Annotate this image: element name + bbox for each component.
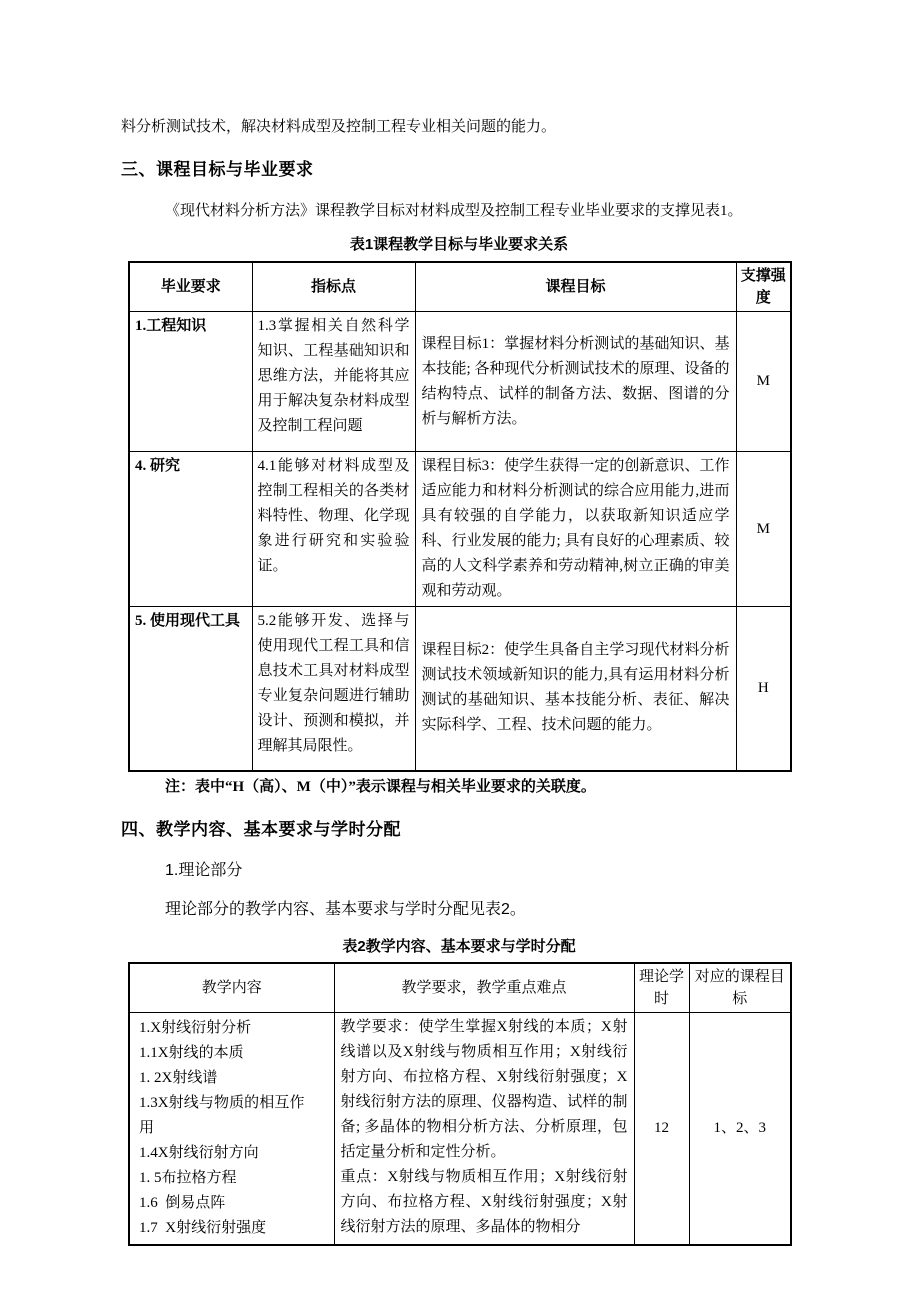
table1-header-requirement: 毕业要求 (129, 262, 252, 312)
content-line: 1.1X射线的本质 (139, 1044, 244, 1061)
table1-cell-objective: 课程目标1：掌握材料分析测试的基础知识、基本技能; 各种现代分析测试技术的原理、设备的结构特点、试样的制备方法、数据、图谱的分析与解析方法。 (415, 312, 736, 452)
table2-header-content: 教学内容 (129, 963, 334, 1013)
table1-row (129, 607, 791, 771)
table1-header-strength: 支撑强度 (736, 262, 791, 312)
table1-objectives-requirements (128, 261, 792, 772)
table1-cell-requirement: 5. 使用现代工具 (129, 607, 252, 771)
table2-teaching-content (128, 962, 792, 1246)
section4-subheading: 1.理论部分 (165, 861, 243, 879)
table1-row (129, 452, 791, 607)
table1-caption: 表1课程教学目标与毕业要求关系 (349, 236, 569, 253)
table2-header-row (129, 963, 791, 1013)
table1-cell-indicator: 5.2能够开发、选择与使用现代工程工具和信息技术工具对材料成型专业复杂问题进行辅助设计、预测和模拟，并理解其局限性。 (252, 607, 415, 771)
table1-header-row (129, 262, 791, 312)
table1-cell-strength: H (736, 607, 791, 771)
content-line: 1. 5布拉格方程 (139, 1169, 237, 1186)
content-line: 1.X射线衍射分析 (139, 1019, 252, 1036)
table1-header-indicator: 指标点 (252, 262, 415, 312)
table2-header-hours: 理论学时 (634, 963, 689, 1013)
section4-heading: 四、教学内容、基本要求与学时分配 (121, 819, 401, 839)
content-line: 1. 2X射线谱 (139, 1069, 218, 1086)
table2-row (129, 1012, 791, 1245)
table2-cell-content (129, 1012, 334, 1245)
table1-header-objective: 课程目标 (415, 262, 736, 312)
section3-heading: 三、课程目标与毕业要求 (121, 160, 314, 179)
table1-cell-indicator: 4.1能够对材料成型及控制工程相关的各类材料特性、物理、化学现象进行研究和实验验证。 (252, 452, 415, 607)
table2-header-requirements: 教学要求，教学重点难点 (334, 963, 634, 1013)
teaching-requirements-text: 教学要求：使学生掌握X射线的本质；X射线谱以及X射线与物质相互作用；X射线衍射方向、布拉格方程、X射线衍射强度；X射线衍射方法的原理、仪器构造、试样的制备; 多晶体的物相分析方法、分析原理，包括定量分析和定性分析。 (340, 1018, 628, 1160)
intro-continuation-line: 料分析测试技术，解决材料成型及控制工程专业相关问题的能力。 (121, 119, 557, 135)
teaching-keypoints-text: 重点：X射线与物质相互作用；X射线衍射方向、布拉格方程、X射线衍射强度；X射线衍射方法的原理、多晶体的物相分 (340, 1168, 628, 1235)
section4-paragraph: 理论部分的教学内容、基本要求与学时分配见表2。 (165, 900, 526, 918)
table1-cell-indicator: 1.3掌握相关自然科学知识、工程基础知识和思维方法，并能将其应用于解决复杂材料成型及控制工程问题 (252, 312, 415, 452)
content-line: 1.4X射线衍射方向 (139, 1144, 259, 1161)
content-line: 1.3X射线与物质的相互作用 (139, 1094, 305, 1136)
table1-row (129, 312, 791, 452)
table2-cell-requirements (334, 1012, 634, 1245)
table1-note: 注：表中“H（高）、M（中）”表示课程与相关毕业要求的关联度。 (165, 778, 596, 795)
table1-cell-strength: M (736, 312, 791, 452)
table1-cell-requirement: 1.工程知识 (129, 312, 252, 452)
table1-cell-requirement: 4. 研究 (129, 452, 252, 607)
content-line: 1.7 X射线衍射强度 (139, 1219, 267, 1236)
table2-header-objectives: 对应的课程目标 (689, 963, 791, 1013)
section3-paragraph: 《现代材料分析方法》课程教学目标对材料成型及控制工程专业毕业要求的支撑见表1。 (165, 203, 743, 219)
table2-caption: 表2教学内容、基本要求与学时分配 (342, 937, 576, 955)
table1-cell-strength: M (736, 452, 791, 607)
table2-cell-objectives: 1、2、3 (689, 1012, 791, 1245)
content-line: 1.6 倒易点阵 (139, 1194, 226, 1211)
table1-cell-objective: 课程目标2：使学生具备自主学习现代材料分析测试技术领域新知识的能力,具有运用材料分析测试的基础知识、基本技能分析、表征、解决实际科学、工程、技术问题的能力。 (415, 607, 736, 771)
table1-cell-objective: 课程目标3：使学生获得一定的创新意识、工作适应能力和材料分析测试的综合应用能力,进而具有较强的自学能力，以获取新知识适应学科、行业发展的能力; 具有良好的心理素质、较高的人文科学素养和劳动精神,树立正确的审美观和劳动观。 (415, 452, 736, 607)
table2-cell-hours: 12 (634, 1012, 689, 1245)
